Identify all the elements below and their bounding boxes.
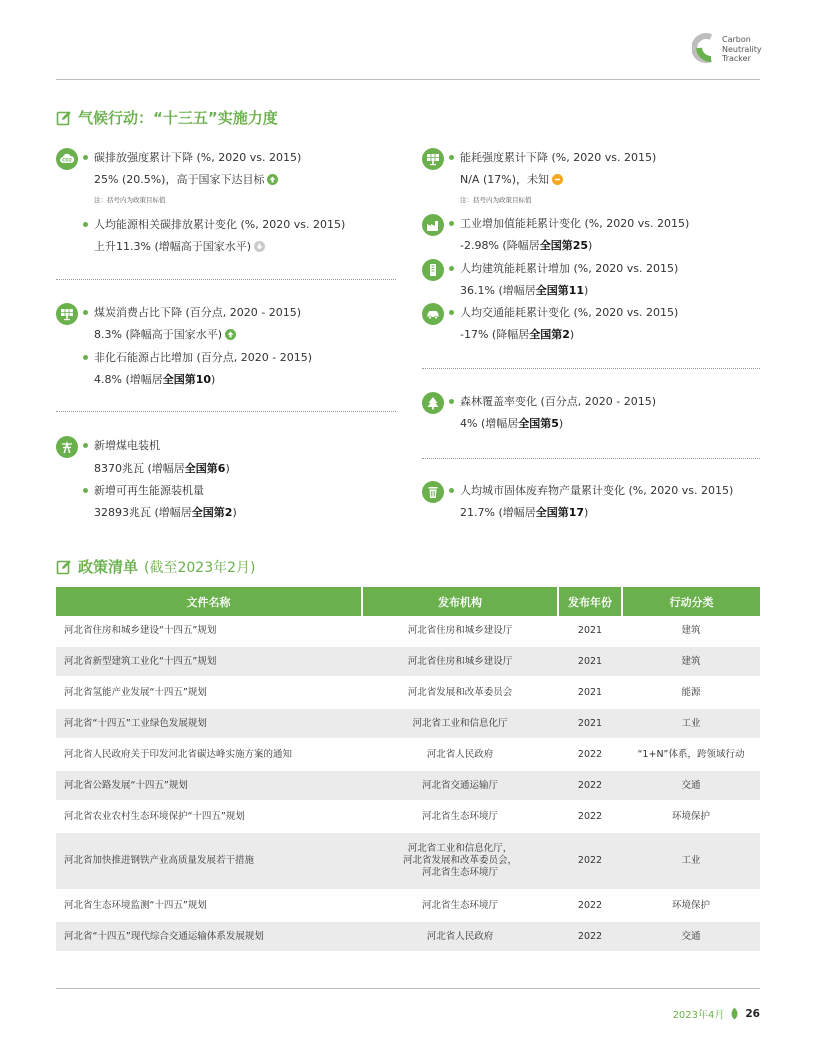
bullet-dot	[449, 399, 454, 404]
policy-agency: 河北省发展和改革委员会	[362, 677, 558, 708]
footer-divider	[56, 988, 760, 989]
metric-value: 8370兆瓦 (增幅居全国第6)	[94, 462, 230, 475]
policy-agency: 河北省住房和城乡建设厅	[362, 616, 558, 646]
bullet-dot	[83, 443, 88, 448]
svg-text:CO2: CO2	[62, 157, 72, 163]
logo-c-mark-icon	[692, 33, 718, 63]
table-header-row	[56, 587, 760, 616]
logo-text	[722, 35, 762, 64]
table-row	[56, 770, 760, 801]
metric-group-transport	[422, 303, 760, 343]
policy-name: 河北省公路发展“十四五”规划	[56, 770, 362, 801]
policy-category: 交通	[622, 770, 760, 801]
bullet-dot	[449, 266, 454, 271]
logo-line: Tracker	[722, 54, 751, 63]
metric-value: -17% (降幅居全国第2)	[460, 328, 575, 341]
metric-note: 注：括号内为政策目标值	[460, 196, 532, 204]
metric-label: 新增煤电装机	[83, 439, 160, 453]
arrow-down-icon	[254, 241, 265, 252]
co2-icon	[56, 148, 78, 170]
table-row	[56, 739, 760, 770]
metric-value: 8.3% (降幅高于国家水平)	[94, 328, 236, 342]
metric-label: 煤炭消费占比下降 (百分点, 2020 - 2015)	[83, 306, 301, 320]
policy-agency: 河北省人民政府	[362, 921, 558, 952]
metric-group-building	[422, 259, 760, 299]
metric-value: 36.1% (增幅居全国第11)	[460, 284, 589, 297]
dotted-divider	[56, 411, 396, 412]
metric-label: 森林覆盖率变化 (百分点, 2020 - 2015)	[449, 395, 656, 409]
bullet-dot	[83, 488, 88, 493]
metric-label: 能耗强度累计下降 (%, 2020 vs. 2015)	[449, 151, 656, 165]
building-icon	[422, 259, 444, 281]
footer-date: 2023年4月	[672, 1010, 725, 1021]
bullet-dot	[83, 222, 88, 227]
metric-label: 新增可再生能源装机量	[83, 484, 204, 498]
section-heading-policy-list	[56, 556, 255, 577]
bullet-dot	[83, 310, 88, 315]
metric-value: 4% (增幅居全国第5)	[460, 417, 564, 430]
policy-name: 河北省“十四五”工业绿色发展规划	[56, 708, 362, 739]
policy-agency: 河北省交通运输厅	[362, 770, 558, 801]
logo-line: Carbon	[722, 35, 751, 44]
policy-category: 环境保护	[622, 890, 760, 921]
trash-bin-icon	[422, 481, 444, 503]
section-heading-climate-action	[56, 107, 278, 128]
metric-group-power	[56, 436, 396, 526]
metric-value: N/A (17%)，未知	[460, 173, 563, 187]
policy-category: 工业	[622, 832, 760, 890]
dotted-divider	[422, 368, 760, 369]
bullet-dot	[449, 221, 454, 226]
table-row	[56, 801, 760, 832]
section-subtitle: (截至2023年2月)	[144, 559, 256, 576]
table-row	[56, 677, 760, 708]
policy-agency: 河北省住房和城乡建设厅	[362, 646, 558, 677]
policy-year: 2022	[558, 832, 622, 890]
arrow-up-icon	[225, 329, 236, 340]
metric-group-coal	[56, 303, 396, 393]
table-row	[56, 832, 760, 890]
power-tower-icon	[56, 436, 78, 458]
arrow-up-icon	[267, 174, 278, 185]
policy-year: 2022	[558, 890, 622, 921]
factory-icon	[422, 214, 444, 236]
column-header: 文件名称	[56, 587, 362, 616]
policy-year: 2022	[558, 801, 622, 832]
table-row	[56, 616, 760, 646]
policy-agency: 河北省工业和信息化厅	[362, 708, 558, 739]
policy-year: 2022	[558, 770, 622, 801]
metric-label: 工业增加值能耗累计变化 (%, 2020 vs. 2015)	[449, 217, 689, 231]
agency-line: 河北省工业和信息化厅，	[407, 843, 513, 854]
bullet-dot	[83, 155, 88, 160]
policy-category: 工业	[622, 708, 760, 739]
solar-panel-icon	[56, 303, 78, 325]
metric-group-carbon	[56, 148, 396, 258]
policy-year: 2021	[558, 646, 622, 677]
policy-name: 河北省“十四五”现代综合交通运输体系发展规划	[56, 921, 362, 952]
policy-category: 建筑	[622, 616, 760, 646]
dotted-divider	[56, 279, 396, 280]
metric-label: 人均交通能耗累计变化 (%, 2020 vs. 2015)	[449, 306, 678, 320]
metric-value: 25% (20.5%)，高于国家下达目标	[94, 173, 278, 187]
section-title: 气候行动：“十三五”实施力度	[78, 109, 278, 127]
edit-icon	[56, 110, 72, 126]
policy-year: 2021	[558, 708, 622, 739]
agency-line: 河北省生态环境厅	[421, 867, 498, 878]
policy-name: 河北省氢能产业发展“十四五”规划	[56, 677, 362, 708]
policy-name: 河北省生态环境监测“十四五”规划	[56, 890, 362, 921]
policy-agency: 河北省生态环境厅	[362, 890, 558, 921]
metric-group-energy-intensity	[422, 148, 760, 208]
policy-name: 河北省人民政府关于印发河北省碳达峰实施方案的通知	[56, 739, 362, 770]
metric-label: 人均城市固体废弃物产量累计变化 (%, 2020 vs. 2015)	[449, 484, 733, 498]
bullet-dot	[449, 488, 454, 493]
policy-category: “1+N”体系，跨领域行动	[622, 739, 760, 770]
car-icon	[422, 303, 444, 325]
policy-year: 2021	[558, 677, 622, 708]
policy-agency: 河北省人民政府	[362, 739, 558, 770]
table-row	[56, 708, 760, 739]
table-row	[56, 890, 760, 921]
policy-category: 能源	[622, 677, 760, 708]
carbon-neutrality-tracker-logo	[692, 33, 782, 65]
policy-year: 2022	[558, 739, 622, 770]
header-divider	[56, 79, 760, 80]
column-header: 行动分类	[622, 587, 760, 616]
bullet-dot	[83, 355, 88, 360]
metric-value: 4.8% (增幅居全国第10)	[94, 373, 216, 386]
logo-line: Neutrality	[722, 44, 762, 54]
page-footer	[673, 1006, 760, 1021]
policy-category: 交通	[622, 921, 760, 952]
column-header: 发布年份	[558, 587, 622, 616]
policy-table	[56, 587, 760, 953]
policy-year: 2021	[558, 616, 622, 646]
column-header: 发布机构	[362, 587, 558, 616]
metric-label: 碳排放强度累计下降 (%, 2020 vs. 2015)	[83, 151, 301, 165]
bullet-dot	[449, 310, 454, 315]
metric-value: -2.98% (降幅居全国第25)	[460, 239, 593, 252]
metric-value: 上升11.3% (增幅高于国家水平)	[94, 240, 265, 254]
metric-group-forest	[422, 392, 760, 432]
tree-icon	[422, 392, 444, 414]
metric-value: 32893兆瓦 (增幅居全国第2)	[94, 506, 237, 519]
edit-icon	[56, 559, 72, 575]
metric-note: 注：括号内为政策目标值	[94, 196, 166, 204]
solar-panel-icon	[422, 148, 444, 170]
bullet-dot	[449, 155, 454, 160]
policy-name: 河北省农业农村生态环境保护“十四五”规划	[56, 801, 362, 832]
policy-category: 建筑	[622, 646, 760, 677]
policy-agency: 河北省生态环境厅	[362, 801, 558, 832]
policy-category: 环境保护	[622, 801, 760, 832]
policy-name: 河北省住房和城乡建设“十四五”规划	[56, 616, 362, 646]
leaf-icon	[730, 1007, 739, 1020]
page-number: 26	[745, 1007, 760, 1020]
table-row	[56, 646, 760, 677]
metric-value: 21.7% (增幅居全国第17)	[460, 506, 589, 519]
policy-name: 河北省新型建筑工业化“十四五”规划	[56, 646, 362, 677]
policy-year: 2022	[558, 921, 622, 952]
dotted-divider	[422, 458, 760, 459]
minus-icon	[552, 174, 563, 185]
section-title: 政策清单	[78, 558, 139, 576]
agency-line: 河北省发展和改革委员会，	[402, 855, 517, 866]
metric-group-waste	[422, 481, 760, 521]
metric-label: 人均建筑能耗累计增加 (%, 2020 vs. 2015)	[449, 262, 678, 276]
policy-agency	[362, 832, 558, 890]
metric-label: 人均能源相关碳排放累计变化 (%, 2020 vs. 2015)	[83, 218, 345, 232]
metric-label: 非化石能源占比增加 (百分点, 2020 - 2015)	[83, 351, 312, 365]
metric-group-industry	[422, 214, 760, 254]
table-row	[56, 921, 760, 952]
policy-name: 河北省加快推进钢铁产业高质量发展若干措施	[56, 832, 362, 890]
